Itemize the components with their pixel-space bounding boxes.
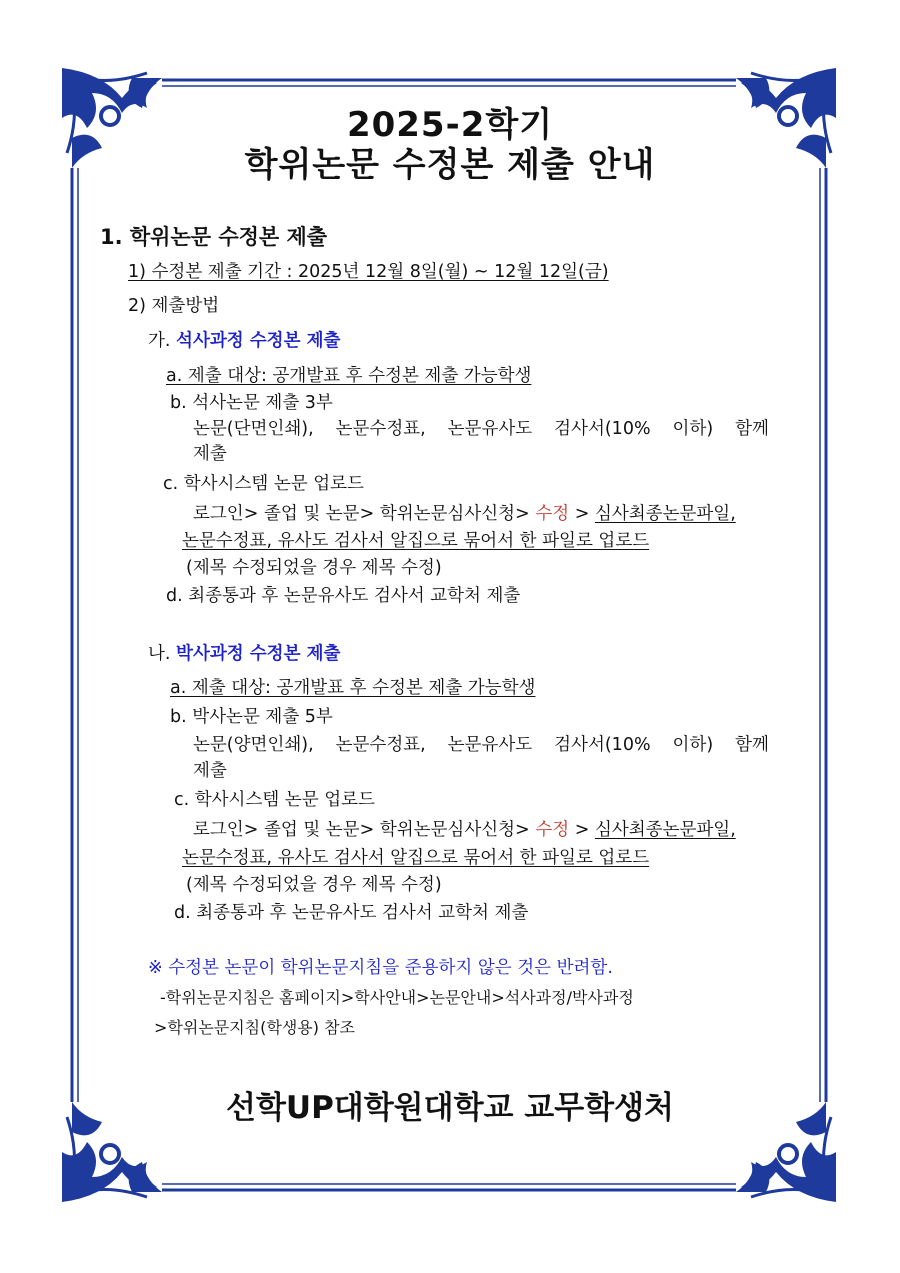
submission-period: 1) 수정본 제출 기간 : 2025년 12월 8일(월) ~ 12월 12일(금) — [128, 262, 609, 282]
master-upload-path — [193, 506, 736, 524]
path-rest: 심사최종논문파일, — [594, 820, 736, 840]
guideline-note-line2: >학위논문지침(학생용) 참조 — [154, 1018, 355, 1037]
master-upload-line2: 논문수정표, 유사도 검사서 알집으로 묶어서 한 파일로 업로드 — [182, 531, 650, 551]
path-separator: > — [574, 820, 590, 840]
guideline-note-line1: -학위논문지침은 홈페이지>학사안내>논문안내>석사과정/박사과정 — [160, 988, 634, 1007]
page-title-line2: 학위논문 수정본 제출 안내 — [244, 145, 656, 185]
master-item-b: b. 석사논문 제출 3부 — [170, 393, 333, 413]
doctor-item-b: b. 박사논문 제출 5부 — [170, 707, 333, 727]
submission-method-heading: 2) 제출방법 — [128, 296, 220, 316]
path-prefix: 로그인> 졸업 및 논문> 학위논문심사신청> — [193, 504, 530, 524]
detail-word: 논문수정표, — [335, 419, 426, 439]
detail-word: 검사서(10% — [554, 419, 651, 439]
detail-word: 논문유사도 — [447, 735, 533, 755]
doctor-label-prefix: 나. — [148, 644, 171, 664]
master-item-c: c. 학사시스템 논문 업로드 — [163, 474, 364, 494]
doctor-item-c: c. 학사시스템 논문 업로드 — [174, 790, 375, 810]
doctor-label — [148, 646, 340, 664]
detail-word: 논문(단면인쇄), — [193, 419, 314, 439]
doctor-upload-line2: 논문수정표, 유사도 검사서 알집으로 묶어서 한 파일로 업로드 — [182, 848, 650, 868]
master-item-b-detail — [193, 421, 769, 439]
path-prefix: 로그인> 졸업 및 논문> 학위논문심사신청> — [193, 820, 530, 840]
doctor-upload-line3: (제목 수정되었을 경우 제목 수정) — [186, 875, 442, 895]
doctor-item-b-detail — [193, 737, 769, 755]
path-rest: 심사최종논문파일, — [594, 504, 736, 524]
master-upload-line3: (제목 수정되었을 경우 제목 수정) — [186, 558, 442, 578]
page-title-line1: 2025-2학기 — [346, 105, 554, 145]
doctor-upload-path — [193, 822, 736, 840]
detail-word: 함께 — [735, 419, 769, 439]
path-separator: > — [574, 504, 590, 524]
doctor-label-text: 박사과정 수정본 제출 — [176, 644, 341, 664]
section-heading: 1. 학위논문 수정본 제출 — [100, 225, 328, 249]
master-label-text: 석사과정 수정본 제출 — [176, 331, 341, 351]
detail-word: 논문수정표, — [335, 735, 426, 755]
master-item-a: a. 제출 대상: 공개발표 후 수정본 제출 가능학생 — [166, 366, 532, 386]
doctor-item-d: d. 최종통과 후 논문유사도 검사서 교학처 제출 — [174, 903, 529, 923]
path-highlight: 수정 — [535, 504, 570, 524]
detail-word: 이하) — [672, 735, 714, 755]
detail-word: 논문(양면인쇄), — [193, 735, 314, 755]
master-item-d: d. 최종통과 후 논문유사도 검사서 교학처 제출 — [166, 586, 521, 606]
detail-word: 논문유사도 — [447, 419, 533, 439]
master-label-prefix: 가. — [148, 331, 171, 351]
master-label — [148, 333, 340, 351]
rejection-note: ※ 수정본 논문이 학위논문지침을 준용하지 않은 것은 반려함. — [148, 958, 613, 978]
doctor-item-b-detail-line2: 제출 — [193, 761, 227, 781]
detail-word: 함께 — [735, 735, 769, 755]
doctor-item-a: a. 제출 대상: 공개발표 후 수정본 제출 가능학생 — [170, 678, 536, 698]
issuer-footer: 선학UP대학원대학교 교무학생처 — [226, 1090, 674, 1126]
path-highlight: 수정 — [535, 820, 570, 840]
detail-word: 이하) — [672, 419, 714, 439]
detail-word: 검사서(10% — [554, 735, 651, 755]
master-item-b-detail-line2: 제출 — [193, 444, 227, 464]
